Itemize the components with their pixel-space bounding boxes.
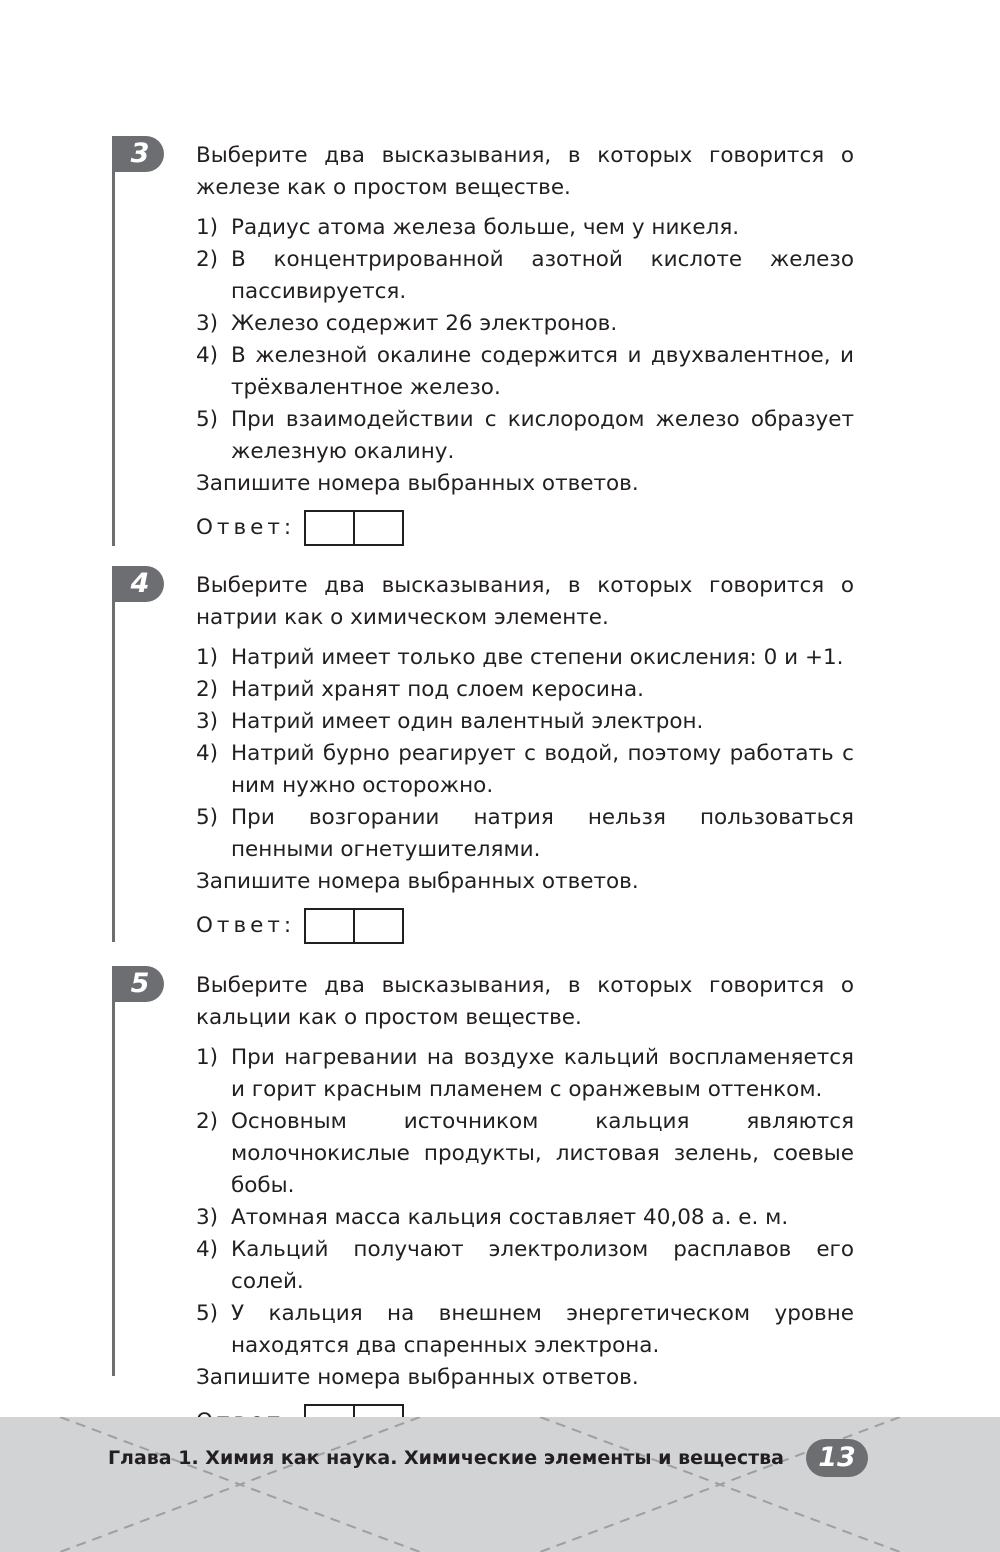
page-footer [0, 1417, 1000, 1552]
task-number-badge: 3 [112, 136, 164, 172]
option-number: 1) [196, 215, 219, 240]
option-text: В концентрированной азотной кислоте железо пассивируется. [231, 247, 854, 304]
answer-label: Ответ: [196, 913, 296, 938]
option-item [196, 802, 854, 866]
task-instruction: Запишите номера выбранных ответов. [196, 869, 639, 894]
option-number: 1) [196, 1045, 219, 1070]
task-content [196, 970, 854, 1440]
option-text: Атомная масса кальция составляет 40,08 а. е. м. [231, 1205, 789, 1230]
option-number: 4) [196, 1237, 219, 1262]
option-number: 4) [196, 741, 219, 766]
task-content [196, 570, 854, 944]
option-item [196, 244, 854, 308]
answer-label: Ответ: [196, 515, 296, 540]
answer-box [304, 510, 404, 546]
answer-row [196, 510, 854, 546]
page-number-badge: 13 [806, 1439, 868, 1477]
option-number: 4) [196, 343, 219, 368]
option-number: 5) [196, 407, 219, 432]
option-text: Натрий имеет один валентный электрон. [231, 709, 704, 734]
option-number: 5) [196, 805, 219, 830]
options-list [196, 1042, 854, 1362]
task-rule [112, 136, 115, 546]
option-item [196, 308, 854, 340]
options-list [196, 212, 854, 468]
task-number-badge: 4 [112, 566, 164, 602]
option-number: 3) [196, 311, 219, 336]
task-number-badge: 5 [112, 966, 164, 1002]
task-question: Выберите два высказывания, в которых говорится о кальции как о простом веществе. [196, 973, 854, 1030]
option-text: При возгорании натрия нельзя пользоваться пенными огнетушителями. [231, 805, 854, 862]
option-text: Железо содержит 26 электронов. [231, 311, 618, 336]
option-item [196, 738, 854, 802]
option-number: 3) [196, 1205, 219, 1230]
option-number: 3) [196, 709, 219, 734]
option-text: У кальция на внешнем энергетическом уровне находятся два спаренных электрона. [231, 1301, 854, 1358]
footer-dashed-pattern [0, 1417, 1000, 1552]
option-item [196, 642, 854, 674]
option-item [196, 1106, 854, 1202]
task-rule [112, 966, 115, 1376]
answer-cell-1[interactable] [306, 910, 353, 942]
option-number: 1) [196, 645, 219, 670]
option-text: При нагревании на воздухе кальций воспламеняется и горит красным пламенем с оранжевым оттенком. [231, 1045, 854, 1102]
option-item [196, 674, 854, 706]
option-text: Кальций получают электролизом расплавов его солей. [231, 1237, 854, 1294]
option-item [196, 1234, 854, 1298]
task-question: Выберите два высказывания, в которых говорится о железе как о простом веществе. [196, 143, 854, 200]
options-list [196, 642, 854, 866]
option-text: Натрий имеет только две степени окисления: 0 и +1. [231, 645, 844, 670]
option-item [196, 706, 854, 738]
chapter-title: Глава 1. Химия как наука. Химические элементы и вещества [107, 1447, 784, 1469]
option-number: 5) [196, 1301, 219, 1326]
option-number: 2) [196, 677, 219, 702]
option-number: 2) [196, 1109, 219, 1134]
task-instruction: Запишите номера выбранных ответов. [196, 471, 639, 496]
answer-row [196, 908, 854, 944]
task-content [196, 140, 854, 546]
task-instruction: Запишите номера выбранных ответов. [196, 1365, 639, 1390]
task-rule [112, 566, 115, 942]
option-item [196, 1042, 854, 1106]
option-text: При взаимодействии с кислородом железо образует железную окалину. [231, 407, 854, 464]
answer-cell-2[interactable] [353, 910, 402, 942]
option-text: Радиус атома железа больше, чем у никеля. [231, 215, 740, 240]
option-item [196, 340, 854, 404]
option-item [196, 1298, 854, 1362]
answer-box [304, 908, 404, 944]
task-question: Выберите два высказывания, в которых говорится о натрии как о химическом элементе. [196, 573, 854, 630]
option-text: В железной окалине содержится и двухвалентное, и трёхвалентное железо. [231, 343, 854, 400]
option-number: 2) [196, 247, 219, 272]
option-item [196, 1202, 854, 1234]
option-text: Основным источником кальция являются молочнокислые продукты, листовая зелень, соевые бобы. [231, 1109, 854, 1198]
option-text: Натрий бурно реагирует с водой, поэтому работать с ним нужно осторожно. [231, 741, 854, 798]
option-text: Натрий хранят под слоем керосина. [231, 677, 644, 702]
option-item [196, 404, 854, 468]
option-item [196, 212, 854, 244]
answer-cell-2[interactable] [353, 512, 402, 544]
answer-cell-1[interactable] [306, 512, 353, 544]
